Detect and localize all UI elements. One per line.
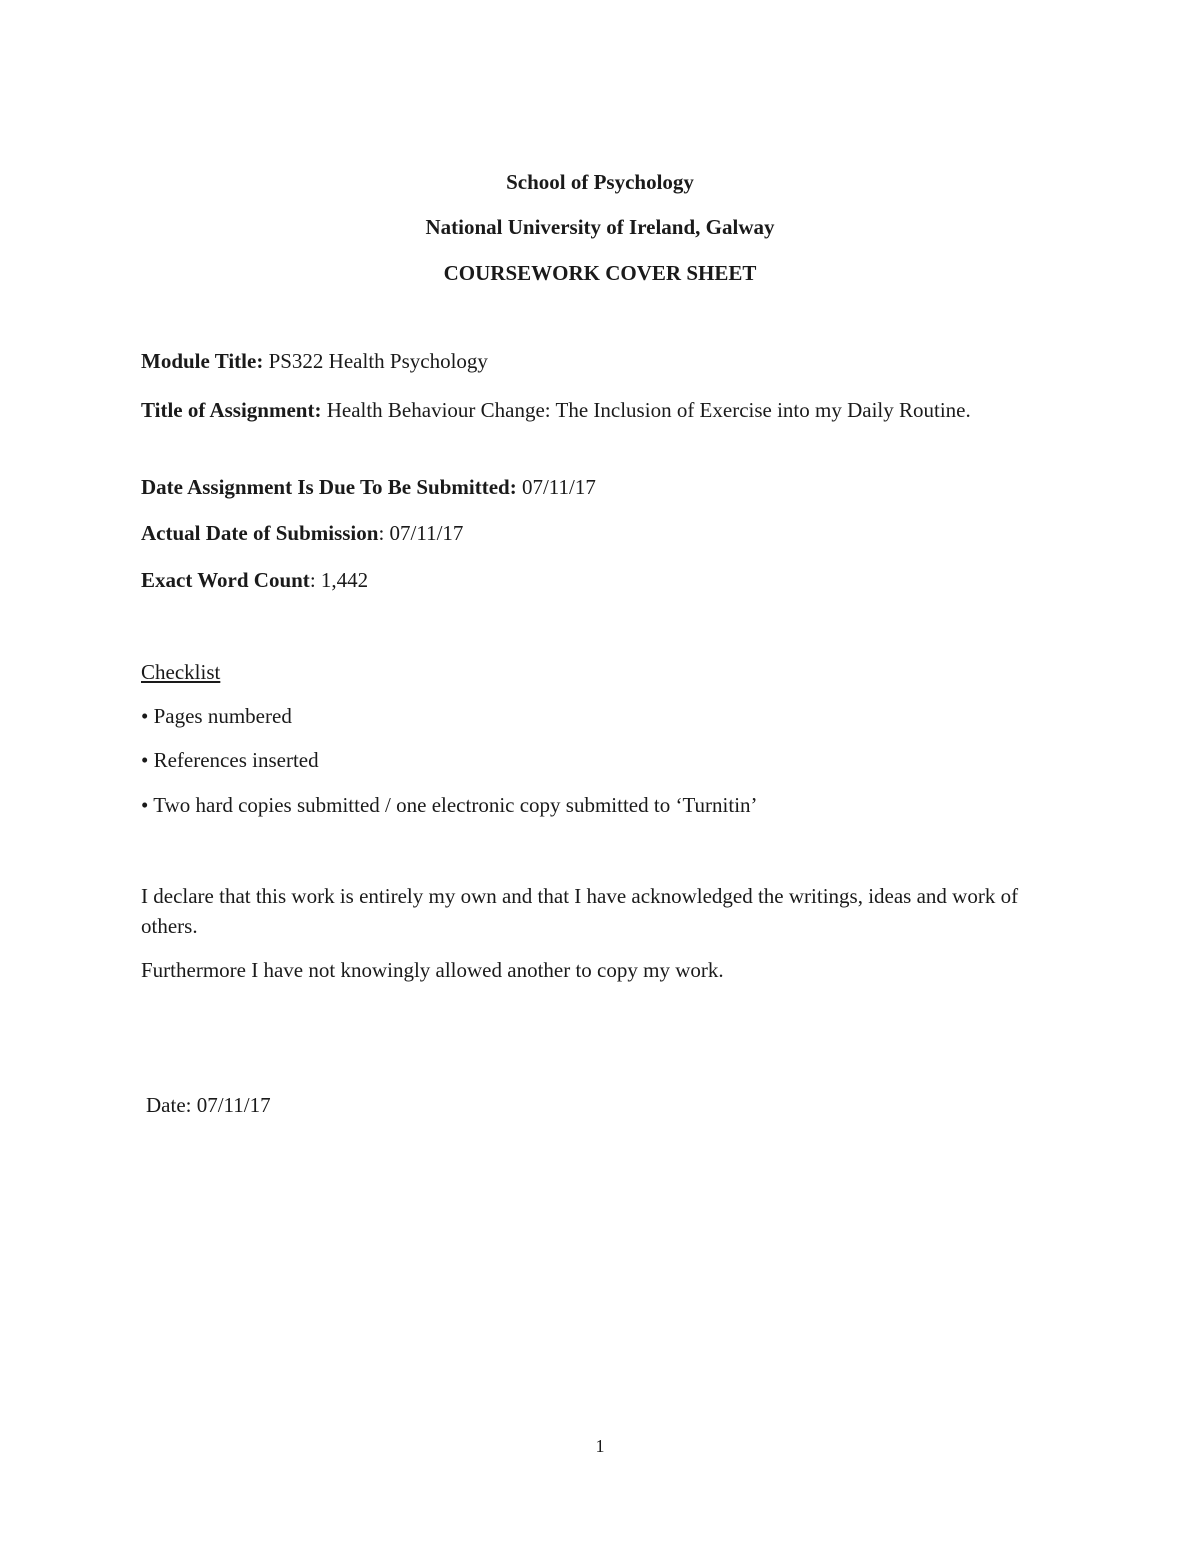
assignment-title-value: Health Behaviour Change: The Inclusion of Exercise into my Daily Routine. (321, 398, 971, 422)
due-date-value: 07/11/17 (516, 475, 596, 499)
word-count-field (141, 565, 368, 595)
sheet-title: COURSEWORK COVER SHEET (443, 261, 757, 285)
declaration-paragraph: I declare that this work is entirely my own and that I have acknowledged the writings, ideas and work of others. (141, 884, 1019, 938)
declaration-paragraph-2: Furthermore I have not knowingly allowed another to copy my work. (141, 958, 724, 982)
checklist-item: • Two hard copies submitted / one electronic copy submitted to ‘Turnitin’ (141, 793, 758, 817)
actual-date-value: : 07/11/17 (378, 521, 464, 545)
assignment-title-label: Title of Assignment: (141, 398, 322, 422)
university-name: National University of Ireland, Galway (425, 215, 775, 239)
word-count-value: : 1,442 (309, 568, 369, 592)
school-name: School of Psychology (506, 170, 694, 194)
module-title-value: PS322 Health Psychology (263, 349, 488, 373)
due-date-label: Date Assignment Is Due To Be Submitted: (141, 475, 517, 499)
checklist-heading: Checklist (141, 660, 221, 684)
word-count-label: Exact Word Count (141, 568, 310, 592)
actual-date-label: Actual Date of Submission (141, 521, 379, 545)
date-line: Date: 07/11/17 (146, 1093, 271, 1117)
module-title-field (141, 346, 488, 376)
due-date-field (141, 472, 596, 502)
checklist-item: • References inserted (141, 748, 319, 772)
assignment-title-field (141, 395, 1058, 425)
checklist-item: • Pages numbered (141, 704, 292, 728)
module-title-label: Module Title: (141, 349, 264, 373)
page-number: 1 (595, 1436, 605, 1456)
actual-date-field (141, 518, 463, 548)
